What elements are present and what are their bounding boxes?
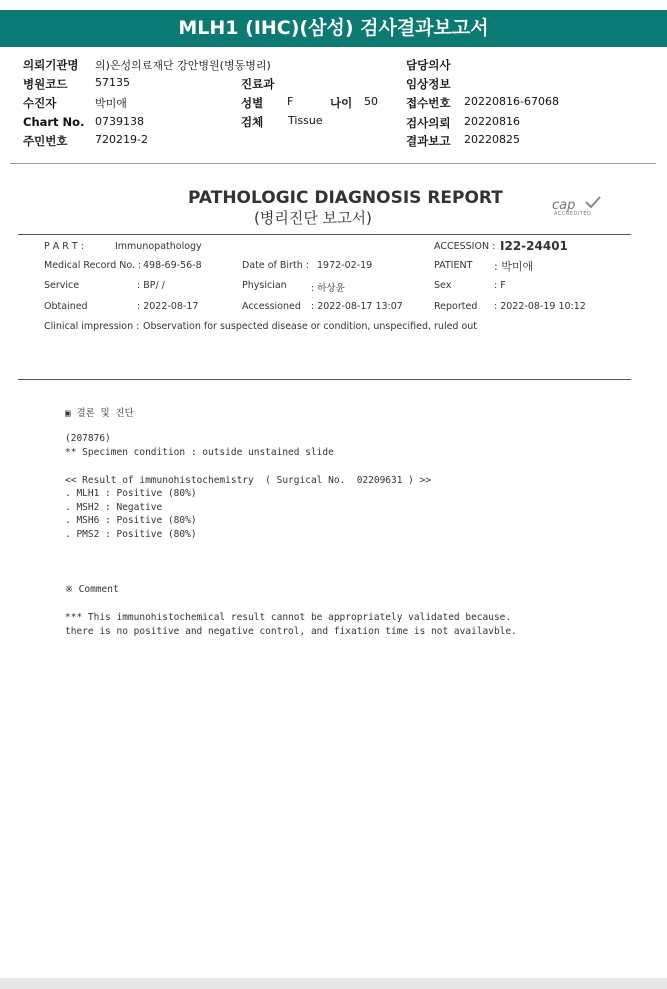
patient-label-en: PATIENT [434, 260, 473, 271]
cap-accredited: ACCREDITED [554, 211, 592, 217]
checkmark-icon [584, 195, 602, 209]
department-label: 진료과 [241, 77, 275, 91]
dob-label: Date of Birth : [242, 260, 309, 271]
clinical-info-label: 임상정보 [406, 77, 451, 91]
sex-label-en: Sex [434, 280, 452, 291]
obtained-value: : 2022-08-17 [137, 301, 199, 312]
case-number: (207876) [65, 433, 111, 444]
rrn-value: 720219-2 [95, 133, 148, 146]
part-label: P A R T : [44, 241, 84, 252]
accession-value: I22-24401 [500, 239, 568, 253]
patient-label: 수진자 [23, 96, 57, 110]
result-item: . MSH6 : Positive (80%) [65, 515, 197, 526]
sex-value: F [287, 95, 294, 108]
cap-logo-text: cap [552, 198, 576, 213]
accession-label: ACCESSION : [434, 241, 496, 252]
mrn-value: 498-69-56-8 [143, 260, 202, 271]
hospital-code-value: 57135 [95, 76, 130, 89]
age-value: 50 [364, 95, 378, 108]
clinical-impression-label: Clinical impression : [44, 321, 140, 332]
receipt-no-value: 20220816-67068 [464, 95, 559, 108]
service-label: Service [44, 280, 80, 291]
result-item: . MLH1 : Positive (80%) [65, 488, 197, 499]
physician-value: : 하상윤 [311, 283, 345, 294]
comment-title: ※ Comment [65, 584, 119, 595]
request-date-label: 검사의뢰 [406, 116, 451, 130]
chart-no-label: Chart No. [23, 115, 85, 129]
report-date-label: 결과보고 [406, 134, 451, 148]
result-item: . MSH2 : Negative [65, 502, 163, 513]
page-bottom-strip [0, 978, 667, 989]
part-value: Immunopathology [115, 241, 202, 252]
hospital-code-label: 병원코드 [23, 77, 68, 91]
physician-label: Physician [242, 280, 287, 291]
reported-label: Reported [434, 301, 478, 312]
report-rule-top [18, 234, 631, 235]
accessioned-label: Accessioned [242, 301, 301, 312]
reported-value: : 2022-08-19 10:12 [494, 301, 586, 312]
mrn-label: Medical Record No. : [44, 260, 142, 271]
report-subtitle: (병리진단 보고서) [254, 209, 372, 227]
comment-line: *** This immunohistochemical result cannot be appropriately validated because. [65, 612, 512, 623]
age-label: 나이 [330, 96, 353, 110]
report-date-value: 20220825 [464, 133, 520, 146]
patient-value: 박미애 [95, 97, 127, 110]
institution-value: 의)은성의료재단 강안병원(병동병리) [95, 59, 271, 72]
rrn-label: 주민번호 [23, 134, 68, 148]
attending-label: 담당의사 [406, 58, 451, 72]
dob-value: 1972-02-19 [317, 260, 373, 271]
header-divider [10, 163, 656, 164]
section-title: ▣ 결론 및 진단 [65, 408, 134, 419]
institution-label: 의뢰기관명 [23, 58, 79, 72]
request-date-value: 20220816 [464, 115, 520, 128]
result-header: << Result of immunohistochemistry ( Surgical No. 02209631 ) >> [65, 475, 432, 486]
sex-label: 성별 [241, 96, 264, 110]
page-title: MLH1 (IHC)(삼성) 검사결과보고서 [0, 10, 667, 47]
patient-value-en: : 박미애 [494, 260, 534, 273]
comment-line: there is no positive and negative control, and fixation time is not availavble. [65, 626, 517, 637]
service-value: : BP/ / [137, 280, 165, 291]
report-rule-bottom [18, 379, 631, 380]
report-title: PATHOLOGIC DIAGNOSIS REPORT [188, 188, 503, 208]
obtained-label: Obtained [44, 301, 88, 312]
receipt-no-label: 접수번호 [406, 96, 451, 110]
sex-value-en: : F [494, 280, 506, 291]
specimen-label: 검체 [241, 115, 264, 129]
clinical-impression-value: Observation for suspected disease or condition, unspecified, ruled out [143, 321, 478, 332]
specimen-value: Tissue [288, 114, 323, 127]
chart-no-value: 0739138 [95, 115, 144, 128]
result-item: . PMS2 : Positive (80%) [65, 529, 197, 540]
specimen-condition: ** Specimen condition : outside unstained slide [65, 447, 334, 458]
accessioned-value: : 2022-08-17 13:07 [311, 301, 403, 312]
